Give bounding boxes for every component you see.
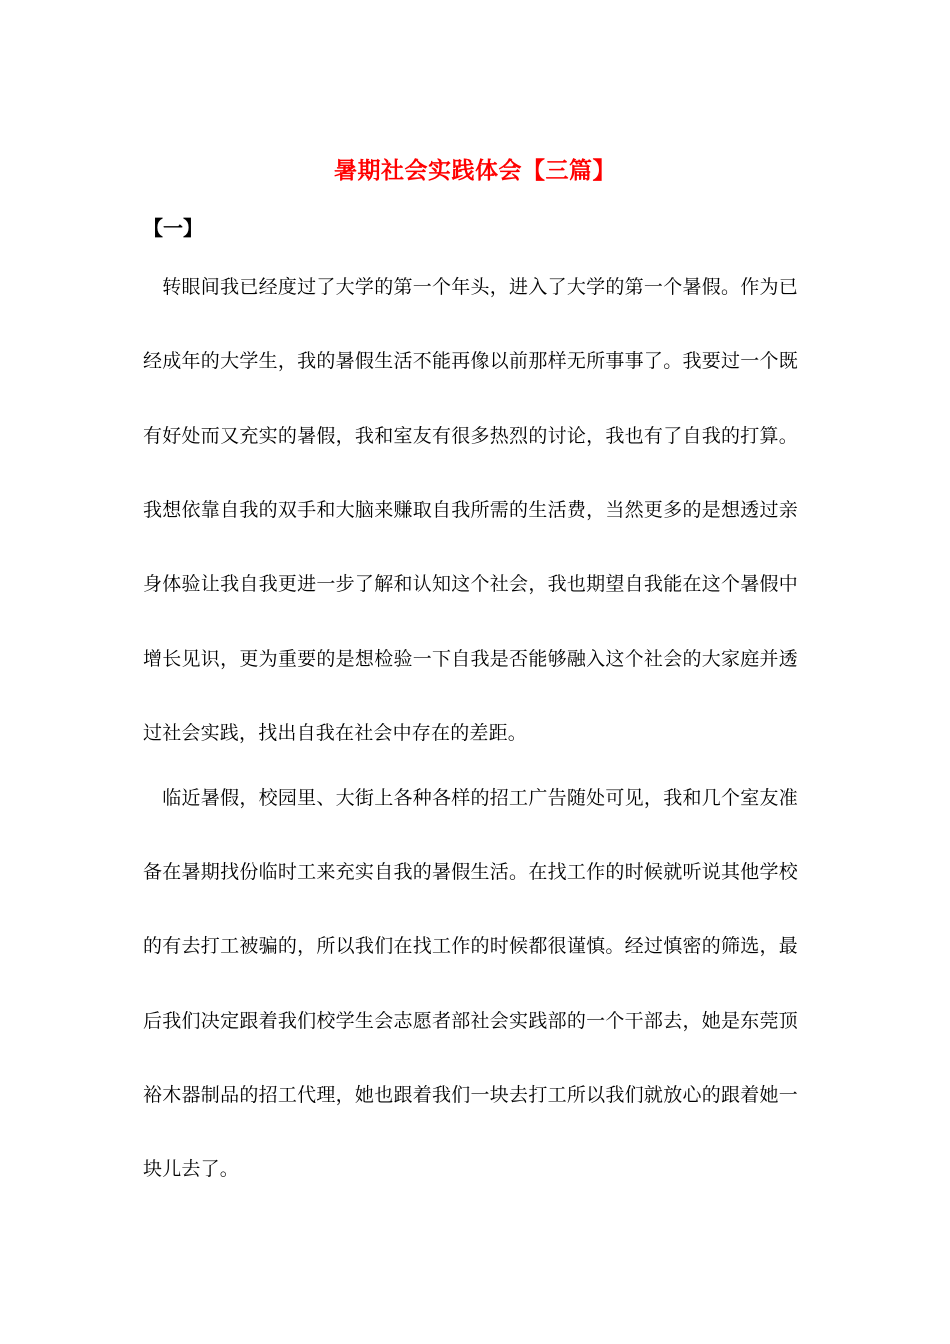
paragraph-line: 块儿去了。 (143, 1158, 240, 1180)
document-title: 暑期社会实践体会【三篇】 (334, 158, 616, 184)
paragraph-line: 裕木器制品的招工代理，她也跟着我们一块去打工所以我们就放心的跟着她一 (143, 1084, 798, 1106)
paragraph-line: 临近暑假，校园里、大街上各种各样的招工广告随处可见，我和几个室友准 (143, 787, 798, 809)
paragraph-line: 转眼间我已经度过了大学的第一个年头，进入了大学的第一个暑假。作为已 (143, 276, 798, 298)
paragraph-line: 我想依靠自我的双手和大脑来赚取自我所需的生活费，当然更多的是想透过亲 (143, 499, 798, 521)
paragraph-line: 经成年的大学生，我的暑假生活不能再像以前那样无所事事了。我要过一个既 (143, 350, 798, 372)
paragraph-line: 备在暑期找份临时工来充实自我的暑假生活。在找工作的时候就听说其他学校 (143, 861, 798, 883)
paragraph-line: 后我们决定跟着我们校学生会志愿者部社会实践部的一个干部去，她是东莞顶 (143, 1010, 798, 1032)
paragraph-line: 增长见识，更为重要的是想检验一下自我是否能够融入这个社会的大家庭并透 (143, 648, 798, 670)
section-heading: 【一】 (143, 216, 203, 240)
paragraph-line: 的有去打工被骗的，所以我们在找工作的时候都很谨慎。经过慎密的筛选，最 (143, 935, 798, 957)
paragraph-line: 过社会实践，找出自我在社会中存在的差距。 (143, 722, 528, 744)
paragraph-line: 身体验让我自我更进一步了解和认知这个社会，我也期望自我能在这个暑假中 (143, 573, 798, 595)
paragraph-line: 有好处而又充实的暑假，我和室友有很多热烈的讨论，我也有了自我的打算。 (143, 425, 798, 447)
